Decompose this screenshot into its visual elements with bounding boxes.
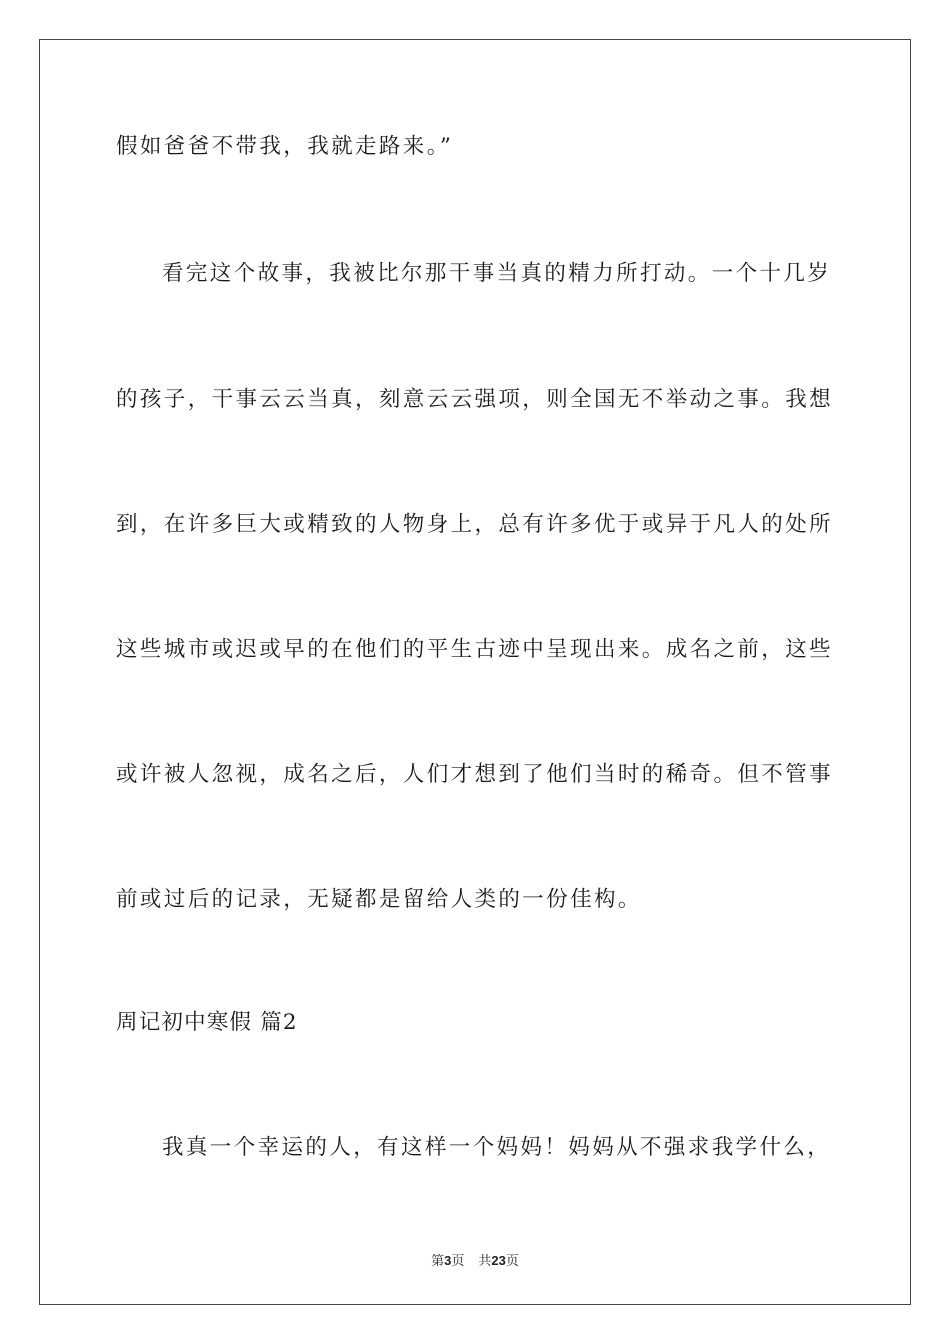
section-paragraph-line: 我真一个幸运的人，有这样一个妈妈！妈妈从不强求我学什么，: [162, 1135, 832, 1160]
footer-total-suffix: 页: [505, 1254, 519, 1269]
footer-total-pages: 23: [491, 1253, 506, 1268]
section-heading: 周记初中寒假 篇2: [116, 1010, 298, 1035]
footer-page-prefix: 第: [431, 1254, 445, 1269]
footer-page-number: 3: [444, 1253, 452, 1268]
page-footer: [0, 1250, 950, 1269]
footer-page-suffix: 页: [451, 1254, 465, 1269]
paragraph-start-line: 看完这个故事，我被比尔那干事当真的精力所打动。一个十几岁: [162, 261, 832, 286]
page-border: [39, 39, 911, 1305]
footer-total-prefix: 共: [478, 1254, 492, 1269]
body-line-4: 到，在许多巨大或精致的人物身上，总有许多优于或异于凡人的处所: [116, 512, 834, 537]
body-line-3: 的孩子，干事云云当真，刻意云云强项，则全国无不举动之事。我想: [116, 387, 834, 412]
body-line-6: 或许被人忽视，成名之后，人们才想到了他们当时的稀奇。但不管事: [116, 762, 834, 787]
body-line-7: 前或过后的记录，无疑都是留给人类的一份佳构。: [116, 887, 642, 912]
body-line-5: 这些城市或迟或早的在他们的平生古迹中呈现出来。成名之前，这些: [116, 637, 834, 662]
body-line-1: 假如爸爸不带我，我就走路来。”: [116, 134, 454, 159]
